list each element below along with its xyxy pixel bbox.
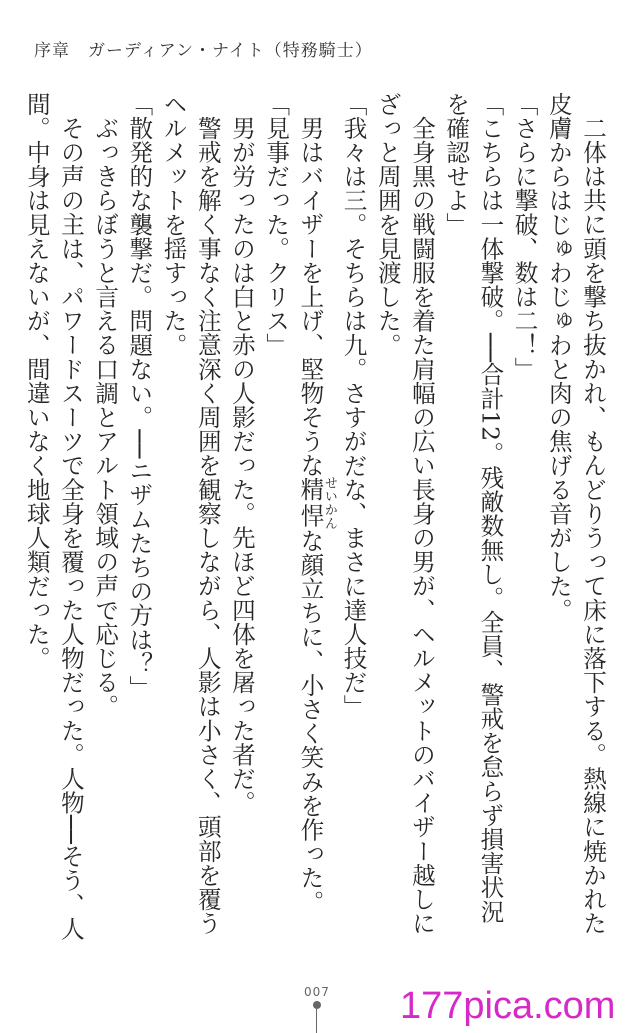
- page-marker-line: [316, 1009, 317, 1033]
- watermark: 177pica.com: [400, 985, 616, 1027]
- dialog-line: 「散発的な襲撃だ。問題ない。──ニザムたちの方は？」: [125, 92, 154, 700]
- chapter-title: ガーディアン・ナイト（特務騎士）: [88, 41, 373, 61]
- dialog-line: 「さらに撃破、数は二！」: [510, 92, 539, 382]
- vertical-body-text: [22, 92, 610, 947]
- paragraph: その声の主は、パワードスーツで全身を覆った人物だった。人物──そう、人間。中身は見えないが、間違いなく地球人類だった。: [22, 92, 85, 941]
- running-header: [34, 36, 373, 61]
- chapter-label: 序章: [34, 41, 70, 61]
- paragraph: 二体は共に頭を撃ち抜かれ、もんどりうって床に落下する。熱線に焼かれた皮膚からはじゅわじゅわと肉の焦げる音がした。: [544, 92, 607, 935]
- dialog-line: 「我々は三。そちらは九。さすがだな、まさに達人技だ」: [339, 92, 368, 719]
- paragraph: 全身黒の戦闘服を着た肩幅の広い長身の男が、ヘルメットのバイザー越しにざっと周囲を見渡した。: [373, 92, 436, 935]
- paragraph: 男はバイザーを上げ、堅物そうな精悍せいかんな顔立ちに、小さく笑みを作った。: [296, 115, 337, 914]
- dialog-line: 「見事だった。クリス」: [262, 92, 291, 358]
- paragraph: ぶっきらぼうと言える口調とアルト領域の声で応じる。: [91, 115, 120, 719]
- page-number: 007: [304, 985, 330, 999]
- paragraph: 警戒を解く事なく注意深く周囲を観察しながら、人影は小さく、頭部を覆うヘルメットを揺すった。: [159, 92, 222, 935]
- page-marker-dot: [313, 1001, 321, 1009]
- ruby-reading: せいかん: [321, 475, 337, 530]
- dialog-line: 「こちらは一体撃破。──合計12。残敵数無し。全員、警戒を怠らず損害状況を確認せよ」: [442, 92, 505, 924]
- ruby-word: 精悍せいかん: [296, 475, 337, 530]
- paragraph: 男が労ったのは白と赤の人影だった。先ほど四体を屠った者だ。: [227, 115, 256, 815]
